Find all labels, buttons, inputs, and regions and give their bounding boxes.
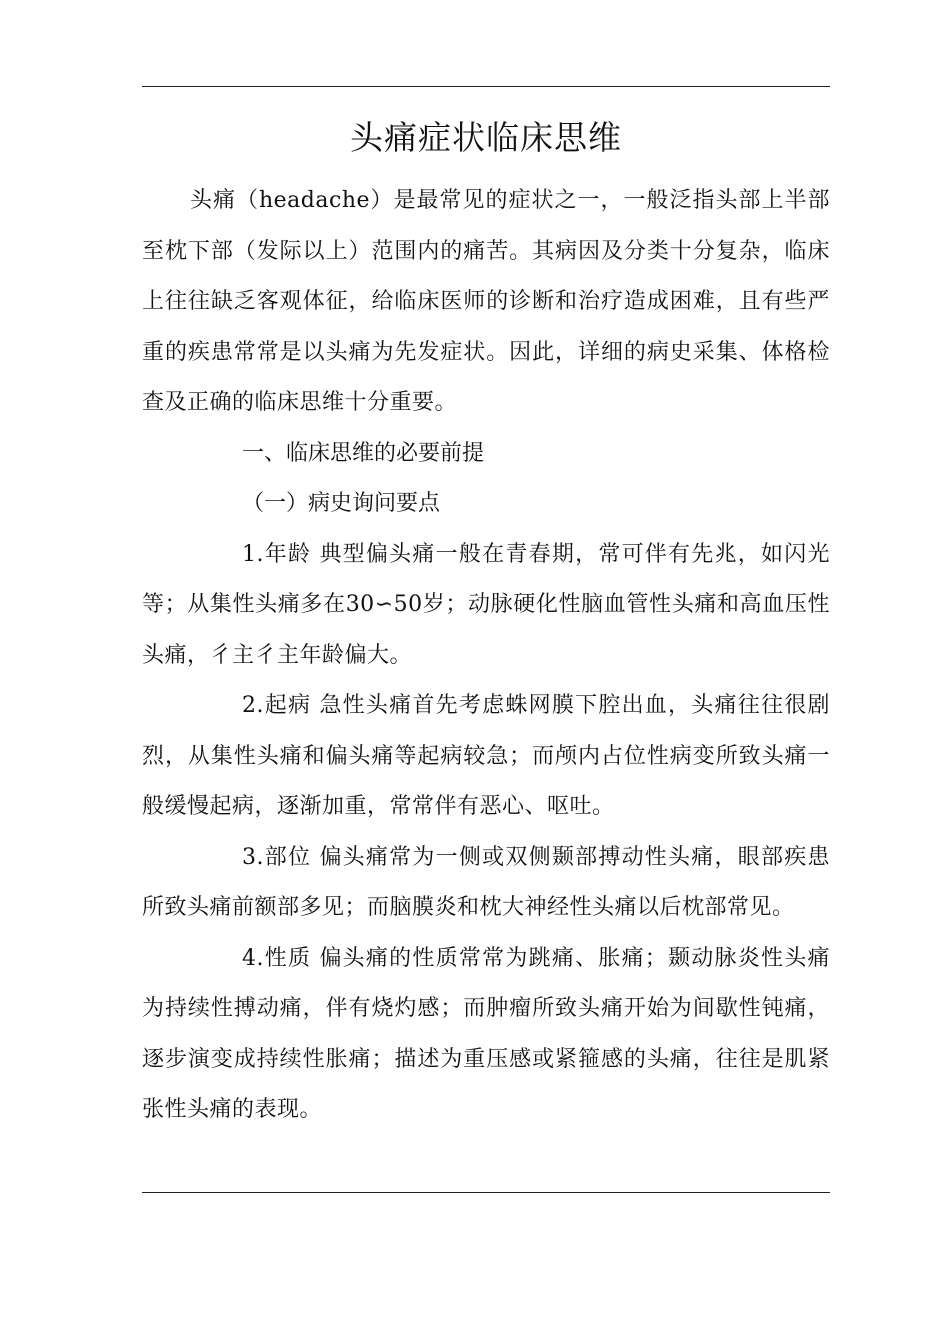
document-body bbox=[142, 176, 830, 1136]
document-title: 头痛症状临床思维 bbox=[350, 118, 622, 157]
intro-paragraph: 头痛（headache）是最常见的症状之一，一般泛指头部上半部至枕下部（发际以上）范围内的痛苦。其病因及分类十分复杂，临床上往往缺乏客观体征，给临床医师的诊断和治疗造成困难，且有些严重的疾患常常是以头痛为先发症状。因此，详细的病史采集、体格检查及正确的临床思维十分重要。 bbox=[142, 188, 830, 415]
subsection-heading: （一）病史询问要点 bbox=[242, 491, 441, 516]
list-item-onset: 2.起病 急性头痛首先考虑蛛网膜下腔出血，头痛往往很剧烈，从集性头痛和偏头痛等起病较急；而颅内占位性病变所致头痛一般缓慢起病，逐渐加重，常常伴有恶心、呕吐。 bbox=[142, 693, 830, 819]
header-rule bbox=[142, 86, 830, 87]
list-item-location: 3.部位 偏头痛常为一侧或双侧颞部搏动性头痛，眼部疾患所致头痛前额部多见；而脑膜炎和枕大神经性头痛以后枕部常见。 bbox=[142, 844, 830, 920]
list-item-nature: 4.性质 偏头痛的性质常常为跳痛、胀痛；颞动脉炎性头痛为持续性搏动痛，伴有烧灼感；而肿瘤所致头痛开始为间歇性钝痛，逐步演变成持续性胀痛；描述为重压感或紧箍感的头痛，往往是肌紧张性头痛的表现。 bbox=[142, 945, 830, 1122]
footer-rule bbox=[142, 1192, 830, 1193]
section-heading: 一、临床思维的必要前提 bbox=[242, 440, 485, 466]
list-item-age: 1.年龄 典型偏头痛一般在青春期，常可伴有先兆，如闪光等；从集性头痛多在30∽50岁；动脉硬化性脑血管性头痛和高血压性头痛，彳主彳主年龄偏大。 bbox=[142, 541, 830, 668]
